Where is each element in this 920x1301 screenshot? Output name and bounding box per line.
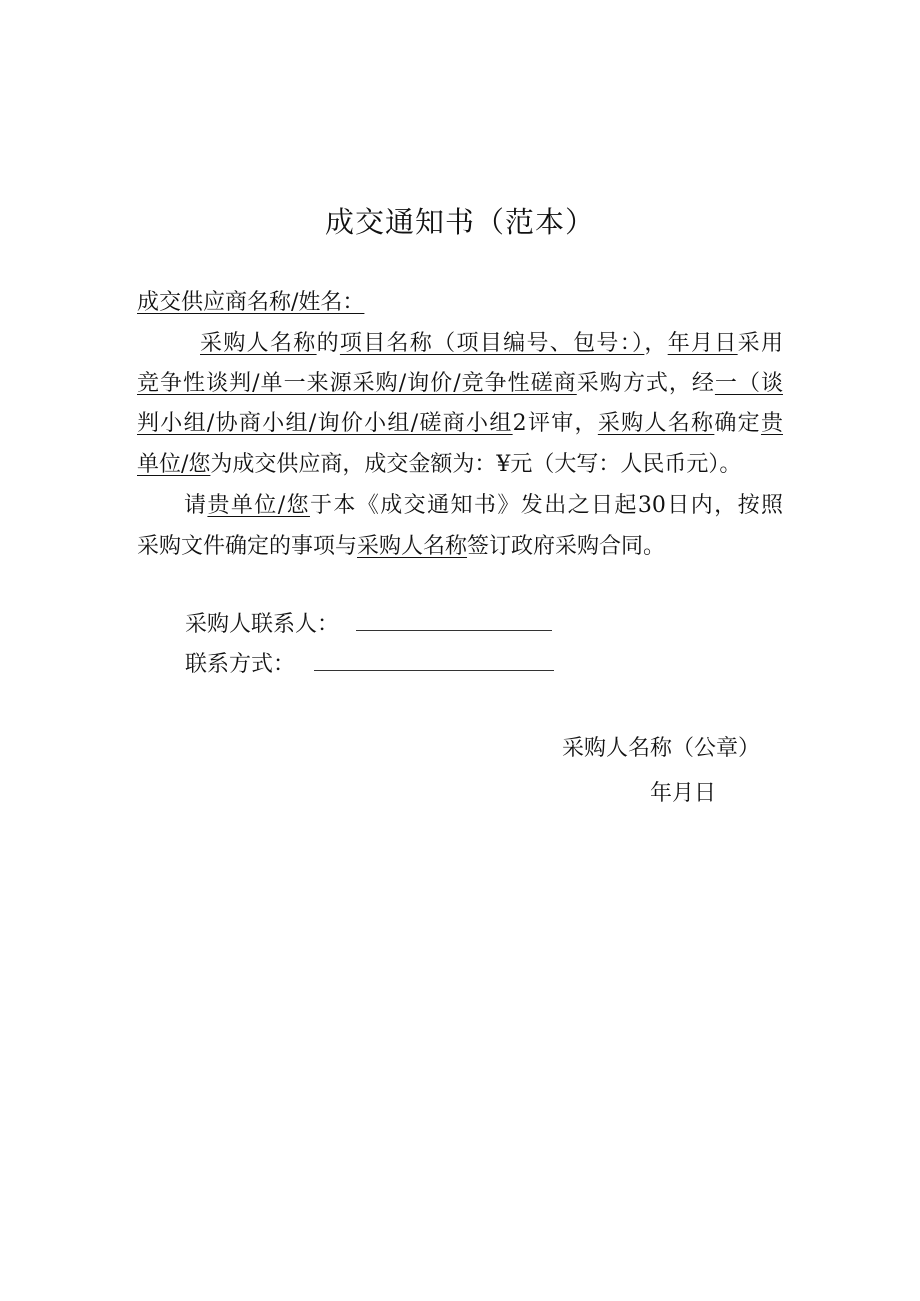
supplier-address-placeholder: 贵 [760, 411, 783, 436]
text: 签订政府采购合同。 [467, 534, 666, 559]
contact-person-label: 采购人联系人： [185, 612, 340, 637]
text: 采用 [737, 331, 783, 356]
para1-line-1 [137, 329, 783, 359]
text: 采购方式，经 [576, 371, 715, 396]
text: 于本《成交通知书》发出之日起30日内，按照 [309, 493, 783, 518]
contact-method-blank [314, 650, 554, 671]
contact-method-label: 联系方式： [185, 652, 296, 677]
para2-line-2 [137, 532, 783, 562]
text: 采购文件确定的事项与 [137, 534, 358, 559]
project-name-placeholder: 项目名称（项目编号、包号：） [339, 331, 645, 356]
date-placeholder: 年月日 [667, 331, 738, 356]
contact-person-row [185, 610, 585, 640]
supplier-address-placeholder: 单位/您 [137, 452, 211, 477]
purchaser-name-placeholder: 采购人名称 [357, 534, 468, 559]
para2-line-1 [137, 491, 783, 521]
signature-date: 年月日 [650, 781, 717, 806]
recipient-label: 成交供应商名称/姓名： [137, 290, 365, 315]
text: 2评审， [512, 411, 598, 436]
para1-line-3 [137, 409, 783, 439]
text: 请 [184, 493, 208, 518]
contact-method-row [185, 650, 585, 680]
supplier-address-placeholder: 贵单位/您 [207, 493, 310, 518]
recipient-line [137, 288, 783, 318]
signature-name: 采购人名称（公章） [562, 736, 761, 761]
text: 的 [316, 331, 340, 356]
contact-person-blank [356, 610, 552, 631]
para1-line-4 [137, 450, 783, 480]
panel-options: 判小组/协商小组/询价小组/磋商小组 [137, 411, 513, 436]
panel-placeholder: 一（谈 [714, 371, 783, 396]
purchaser-name-placeholder: 采购人名称 [200, 331, 317, 356]
purchaser-name-placeholder: 采购人名称 [597, 411, 715, 436]
para1-line-2 [137, 369, 783, 399]
document-title: 成交通知书（范本） [324, 205, 595, 239]
text: 为成交供应商，成交金额为：¥元（大写：人民币元）。 [210, 452, 742, 477]
text: 确定 [714, 411, 761, 436]
text: ， [644, 331, 668, 356]
procurement-method-options: 竞争性谈判/单一来源采购/询价/竞争性磋商 [137, 371, 577, 396]
